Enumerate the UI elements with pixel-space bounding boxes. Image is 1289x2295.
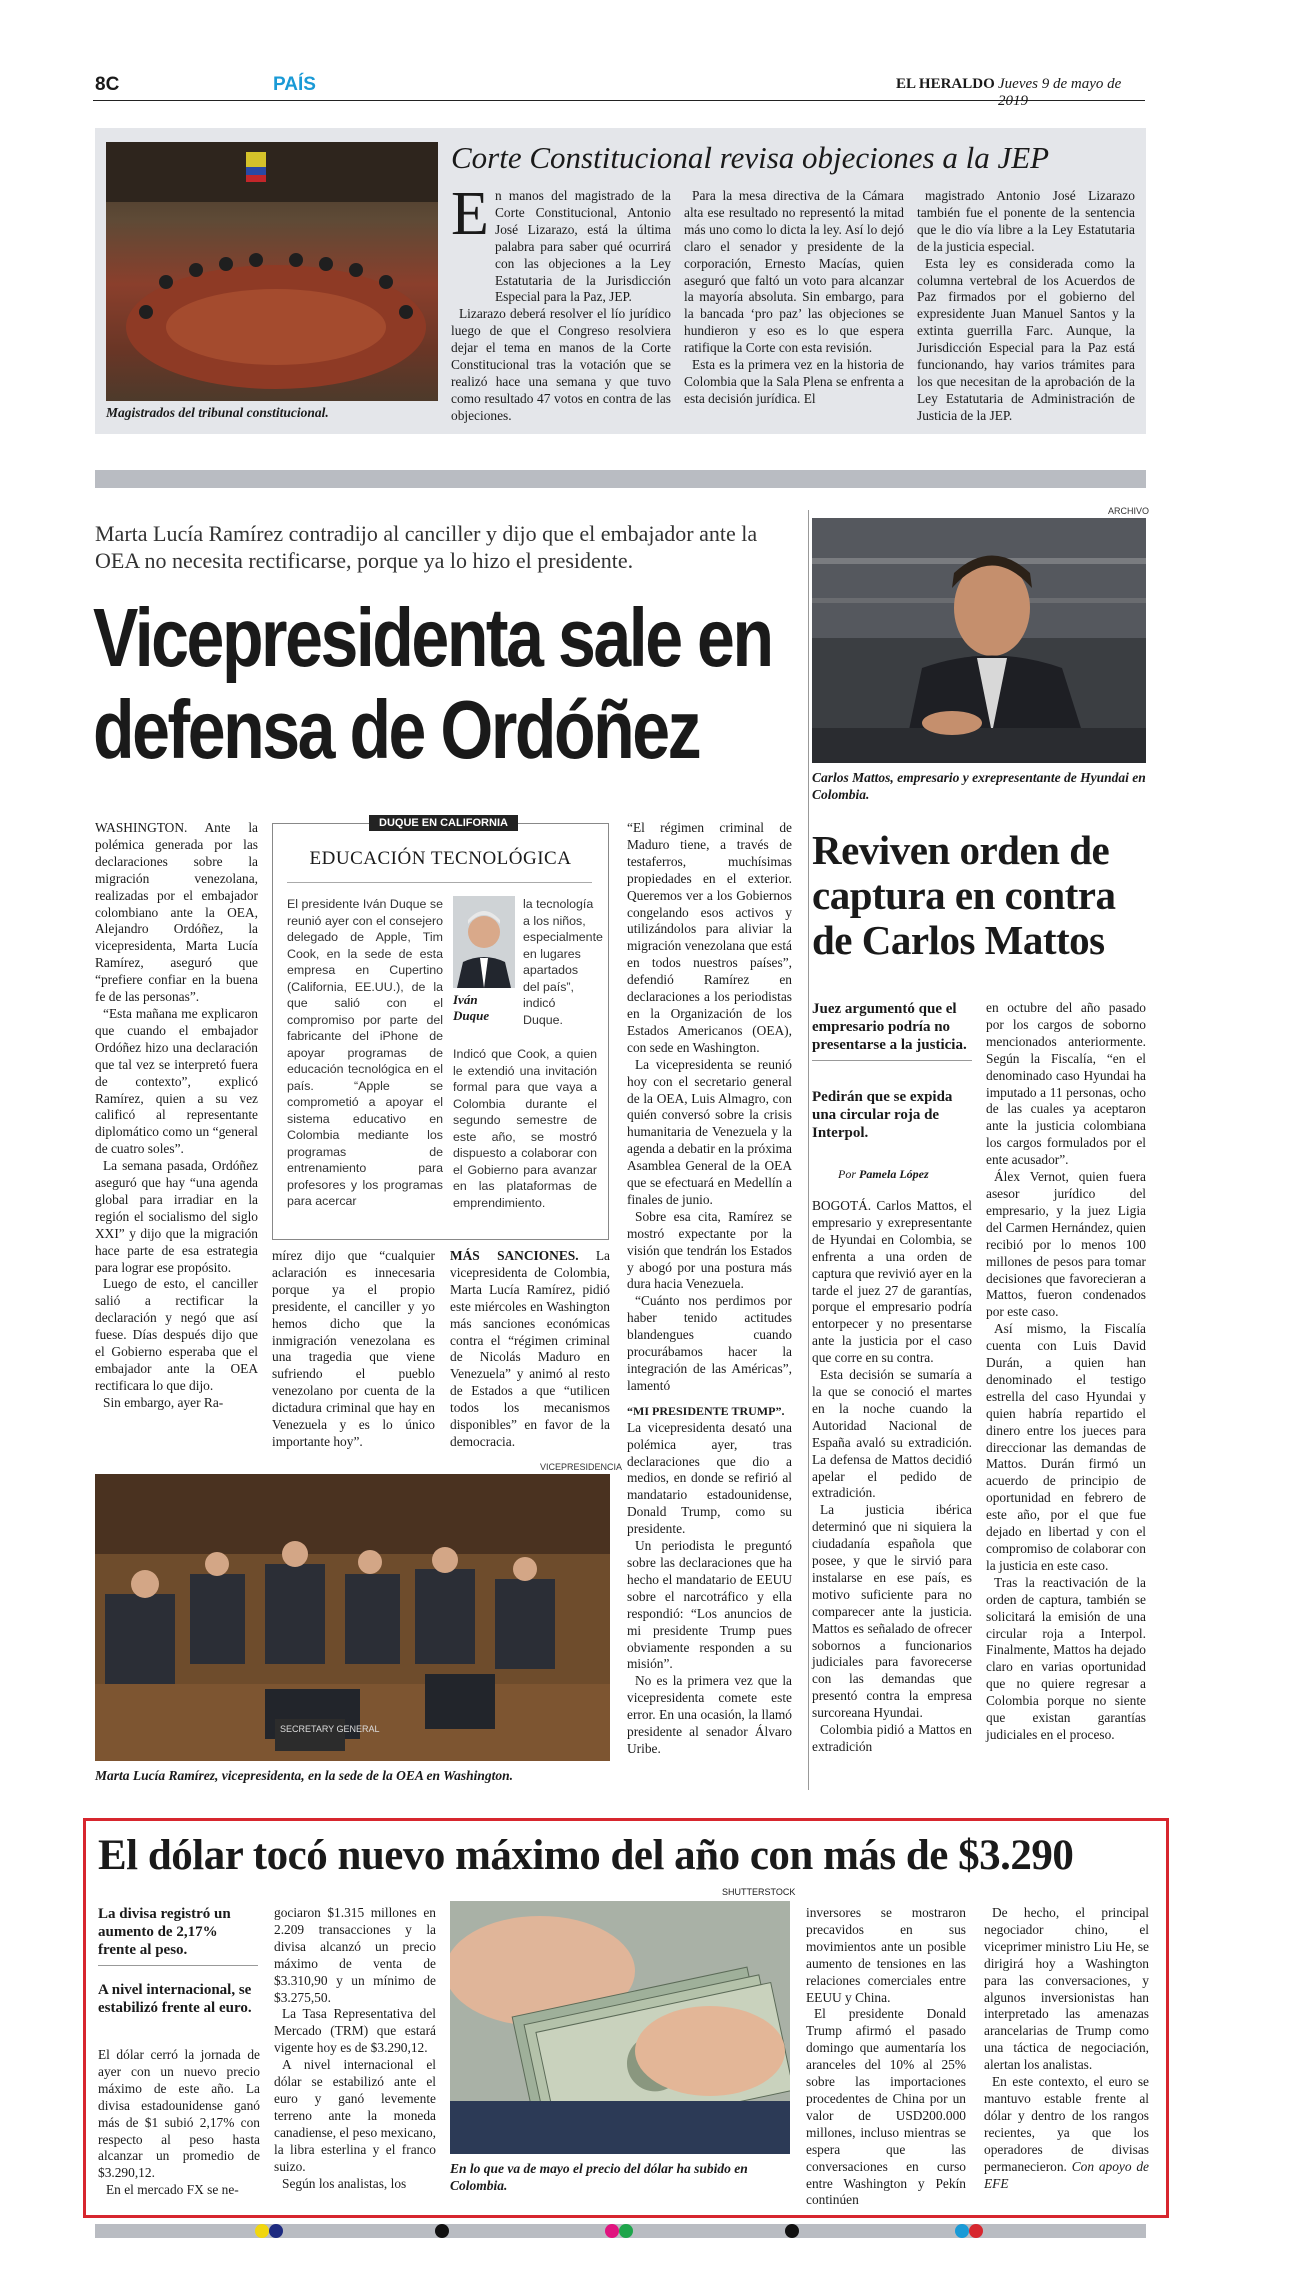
dolar-col3-p1: inversores se mostraron precavidos en sus movimientos ante un posible aumento de tensiones en las relaciones comerciales entre EEUU y China. [806, 1905, 966, 2005]
vice-column-1 [95, 820, 258, 1412]
vice-col3-text: La vicepresidenta de Colombia, Marta Lucía Ramírez, pidió este miércoles en Washington más sanciones económicas contra el “régimen criminal de Nicolás Maduro en Venezuela” y animó al resto de Estados a que “utilicen todos los mecanismos disponibles” en favor de la democracia. [450, 1248, 610, 1449]
dolar-headline: El dólar tocó nuevo máximo del año con más de $3.290 [98, 1832, 1074, 1879]
page-number: 8C [95, 74, 120, 95]
dolar-col2-p2: La Tasa Representativa del Mercado (TRM) que estará vigente hoy es de $3.290,12. [274, 2006, 436, 2056]
jep-photo-caption: Magistrados del tribunal constitucional. [106, 405, 329, 420]
duque-photo [453, 896, 515, 988]
duque-caption-line1: Iván [453, 992, 478, 1007]
vice-col3-p1 [450, 1248, 610, 1451]
vice-col1-p4: Luego de esto, el canciller salió a rectificar la declaración y negó que así fuese. Días después dijo que el Gobierno esperaba que el embajador ante la OEA rectificara lo que dijo. [95, 1276, 258, 1393]
mattos-deck-1: Juez argumentó que el empresario podría no presentarse a la justicia. [812, 1000, 972, 1061]
mattos-headline-line2: captura en contra [812, 872, 1116, 918]
jep-dropcap: E [451, 180, 489, 248]
mattos-col2-p3: Así mismo, la Fiscalía cuenta con Luis David Durán, a quien han denominado el testigo estrella del caso Hyundai y quien habría repartido el dinero entre los jueces para direccionar las demandas de Mattos. Durán firmó un acuerdo de principio de oportunidad en febrero de este año, por el que fue dejado en libertad y con el compromiso de colaborar con la justicia en este caso. [986, 1321, 1146, 1573]
vice-column-3 [450, 1248, 610, 1451]
dolar-col2-p1: gociaron $1.315 millones en 2.209 transacciones y la divisa alcanzó un precio máximo de venta de $3.310,90 y un mínimo de $3.275,50. [274, 1905, 436, 2005]
dolar-photo [450, 1901, 790, 2154]
dolar-col1-p1: El dólar cerró la jornada de ayer con un nuevo precio máximo de este año. La divisa estadounidense ganó más de $1 subió 2,17% con respecto al peso hasta alcanzar un promedio de $3.290,12. [98, 2047, 260, 2181]
duque-text-bottom: Indicó que Cook, a quien le extendió una invitación formal para que vaya a Colombia durante el segundo semestre de este año, se mostró dispuesto a colaborar con el Gobierno para avanzar en las plataformas de emprendimiento. [453, 1047, 597, 1210]
dolar-deck-1: La divisa registró un aumento de 2,17% frente al peso. [98, 1905, 258, 1966]
oea-meeting-image [95, 1474, 610, 1761]
vice-col1-p2: “Esta mañana me explicaron que cuando el embajador Ordóñez hizo una declaración que tal vez se interpretó fuera de contexto”, explicó Ramírez, quien a su vez calificó al representante diplomático como un “general de cuatro soles”. [95, 1005, 258, 1157]
mattos-portrait [812, 518, 1146, 763]
mattos-photo-credit: ARCHIVO [1108, 506, 1150, 516]
vice-column-2 [272, 1248, 435, 1451]
print-registration-bar [95, 2224, 1146, 2238]
dolar-photo-caption: En lo que va de mayo el precio del dólar ha subido en Colombia. [450, 2161, 748, 2193]
duque-box-label: DUQUE EN CALIFORNIA [369, 815, 518, 831]
jep-column-2 [684, 188, 904, 408]
mattos-headline [812, 828, 1116, 963]
duque-box-rule [287, 882, 592, 883]
vice-col4-subhead: “MI PRESIDENTE TRUMP”. [627, 1403, 785, 1418]
dolar-column-4 [984, 1905, 1149, 2192]
money-hands-image [450, 1901, 790, 2154]
registration-dot-black-2 [785, 2224, 799, 2238]
oea-sign-text: SECRETARY GENERAL [280, 1724, 380, 1734]
registration-dot-cyan [955, 2224, 969, 2238]
jep-col2-p2: Esta es la primera vez en la historia de Colombia que la Sala Plena se enfrenta a esta decisión jurídica. El [684, 357, 904, 406]
mattos-col2-p2: Álex Vernot, quien fuera asesor jurídico del empresario, y la juez Ligia del Carmen Hernández, quien recibió por lo menos 100 millones de pesos para tomar decisiones que favorecieran a Mattos, fueron condenados por este caso. [986, 1169, 1146, 1320]
mattos-photo-caption: Carlos Mattos, empresario y exrepresentante de Hyundai en Colombia. [812, 770, 1146, 802]
mattos-deck-2: Pedirán que se expida una circular roja de Interpol. [812, 1089, 953, 1141]
registration-dot-magenta [605, 2224, 619, 2238]
oea-photo-caption: Marta Lucía Ramírez, vicepresidenta, en la sede de la OEA en Washington. [95, 1768, 514, 1783]
vice-column-4 [627, 820, 792, 1758]
registration-dot-black-1 [435, 2224, 449, 2238]
vice-headline-line2: defensa de Ordóñez [93, 683, 700, 776]
vice-col1-p5: Sin embargo, ayer Ra- [103, 1394, 224, 1410]
jep-headline: Corte Constitucional revisa objeciones a la JEP [451, 140, 1050, 175]
jep-col3-p1: magistrado Antonio José Lizarazo también fue el ponente de la sentencia que le dio vía libre a la Ley Estatutaria de la justicia especial. [917, 188, 1135, 254]
jep-photo [106, 142, 438, 401]
dolar-col2-p4: Según los analistas, los [282, 2175, 407, 2191]
mattos-photo [812, 518, 1146, 763]
vice-col1-p3: La semana pasada, Ordóñez aseguró que hay “una agenda global para irradiar en la región el socialismo del siglo XXI” y dijo que la migración hace parte de esa estrategia para lograr ese propósito. [95, 1158, 258, 1275]
mattos-col1-p4: Colombia pidió a Mattos en extradición [812, 1722, 972, 1754]
vice-col4-p4: “Cuánto nos perdimos por haber tenido actitudes blandengues cuando procurábamos hacer la integración de las Américas”, lamentó [627, 1293, 792, 1393]
mattos-col2-p1: en octubre del año pasado por los cargos de soborno mencionados anteriormente. Según la Fiscalía, “en el denominado caso Hyundai ha imputado a 11 personas, ocho de las cuales ya aceptaron ante la justicia colombiana los cargos formulados por el ente acusador”. [986, 1000, 1146, 1168]
vice-headline [93, 591, 772, 776]
registration-dot-red [969, 2224, 983, 2238]
vice-col4-p5: La vicepresidenta desató una polémica ayer, tras declaraciones que dio a medios, en donde se refirió al mandatario estadounidense, Donald Trump, como su presidente. [627, 1419, 792, 1537]
vice-col4-p1: “El régimen criminal de Maduro tiene, a través de testaferros, muchísimas propiedades en el exterior. Queremos ver a los Gobiernos congelando esos activos y utilizándolos para aliviar la migración venezolana que está en todos nuestros países”, defendió Ramírez en declaraciones a los periodistas en la Organización de los Estados Americanos (OEA), con sede en Washington. [627, 820, 792, 1055]
mattos-headline-line1: Reviven orden de [812, 827, 1110, 873]
jep-col1-p2: Lizarazo deberá resolver el lío jurídico luego de que el Congreso resolviera dejar el tema en manos de la Corte Constitucional tras la votación que se realizó hace una semana y que tuvo como resultado 47 votos en contra de las objeciones. [451, 306, 671, 423]
dolar-column-3 [806, 1905, 966, 2209]
vice-col4-p2: La vicepresidenta se reunió hoy con el secretario general de la OEA, Luis Almagro, con quién conversó sobre la crisis humanitaria de Venezuela y la agenda a debatir en la próxima Asamblea General de la OEA que se efectuará en Medellín a finales de junio. [627, 1056, 792, 1207]
mattos-col1-p3: La justicia ibérica determinó que ni siquiera la ciudadanía española que posee, y que le sirvió para instalarse en ese país, es motivo suficiente para no comparecer ante la justicia. Mattos es señalado de ofrecer sobornos a funcionarios judiciales para favorecerse con las demandas que presentó contra la empresa surcoreana Hyundai. [812, 1502, 972, 1721]
vice-col1-p1: WASHINGTON. Ante la polémica generada por las declaraciones sobre la migración venezolana, realizadas por el embajador colombiano ante la OEA, Alejandro Ordóñez, la vicepresidenta, Marta Lucía Ramírez, aseguró que “prefiere confiar en la buena fe de las personas”. [95, 820, 258, 1005]
section-divider [95, 470, 1146, 488]
courtroom-image [106, 142, 438, 401]
dolar-box [83, 1818, 1169, 2218]
page-date: Jueves 9 de mayo de 2019 [998, 76, 1122, 109]
dolar-col4-credit: Con apoyo de EFE [984, 2158, 1149, 2191]
registration-dot-yellow [255, 2224, 269, 2238]
mattos-column-1 [812, 1198, 972, 1756]
mattos-byline [838, 1167, 929, 1182]
mattos-byline-prefix: Por [838, 1167, 856, 1181]
vice-headline-line1: Vicepresidenta sale en [93, 591, 772, 684]
jep-column-3 [917, 188, 1135, 425]
jep-col3-p2: Esta ley es considerada como la columna vertebral de los Acuerdos de Paz firmados por el gobierno del expresidente Juan Manuel Santos y la extinta guerrilla Farc. Aunque, la Jurisdicción Especial para la Paz está funcionando, hay varios trámites para los que necesitan de la aprobación de la Ley Estatutaria de Administración de Justicia de la JEP. [917, 255, 1135, 423]
mattos-col1-p1: BOGOTÁ. Carlos Mattos, el empresario y exrepresentante de Hyundai en Colombia, se enfrenta a una orden de captura que revivió ayer en la tarde el juez 27 de garantías, porque el empresario podría entorpecer y no presentarse ante la justicia por el caso que corre en su contra. [812, 1198, 972, 1366]
dolar-col1-p2: En el mercado FX se ne- [106, 2182, 239, 2198]
oea-photo [95, 1474, 610, 1761]
dolar-column-1 [98, 2047, 260, 2199]
vice-col4-p6: Un periodista le preguntó sobre las declaraciones que ha hecho el mandatario de EEUU sobre el narcotráfico y ella respondió: “Los anuncios de mi presidente Trump pues obviamente responden a su misión”. [627, 1538, 792, 1672]
jep-column-1 [451, 180, 671, 425]
page-header [93, 74, 1145, 109]
vice-kicker: Marta Lucía Ramírez contradijo al canciller y dijo que el embajador ante la OEA no necesita rectificarse, porque ya lo hizo el presidente. [95, 521, 758, 573]
section-label: PAÍS [273, 74, 316, 95]
dolar-col3-p2: El presidente Donald Trump afirmó el pasado domingo que aumentaría los aranceles del 10% al 25% sobre las importaciones procedentes de China por un valor de USD200.000 millones, incluso mientras se espera que las conversaciones en curso entre Washington y Pekín continúen [806, 2006, 966, 2208]
duque-caption-line2: Duque [453, 1008, 490, 1023]
duque-portrait [453, 896, 515, 988]
mattos-byline-name: Pamela López [859, 1167, 929, 1181]
duque-box [272, 817, 609, 1240]
vice-col4-p7: No es la primera vez que la vicepresidenta comete este error. En una ocasión, la llamó presidente al senador Álvaro Uribe. [627, 1673, 792, 1756]
mattos-col2-p4: Tras la reactivación de la orden de captura, también se solicitará la emisión de una circular roja a Interpol. Finalmente, Mattos ha dejado claro en varias oportunidad que no quiere regresar a Colombia porque no siente que existan garantías judiciales en el proceso. [986, 1574, 1146, 1742]
dolar-col4-p1: De hecho, el principal negociador chino, el viceprimer ministro Liu He, se dirigirá hoy a Washington para las conversaciones, y algunos inversionistas han interpretado las amenazas arancelarias de Trump como una táctica de negociación, alertan los analistas. [984, 1905, 1149, 2073]
mattos-col1-p2: Esta decisión se sumaría a la que se conoció el martes en la noche cuando la Autoridad Nacional de España avaló su extradición. La defensa de Mattos decidió apelar el pedido de extradición. [812, 1367, 972, 1501]
duque-box-text-left: El presidente Iván Duque se reunió ayer con el consejero delegado de Apple, Tim Cook, en la sede de esta empresa en Cupertino (California, EE.UU.), de la que salió con el compromiso por parte del fabricante del iPhone de apoyar programas de educación tecnológica en el país. “Apple se comprometió a apoyar el sistema educativo en Colombia mediante los programas de entrenamiento para profesores y los programas para acercar [287, 897, 443, 1208]
jep-col2-p1: Para la mesa directiva de la Cámara alta ese resultado no representó la mitad más uno como lo dicta la ley. Así lo dejó claro el senador y presidente de la corporación, Ernesto Macías, quien aseguró que faltó un voto para alcanzar la mayoría absoluta. Sin embargo, para la bancada ‘pro paz’ las objeciones se hundieron y eso es lo que espera ratifique la Corte con esta revisión. [684, 188, 904, 356]
vice-col2-p1: mírez dijo que “cualquier aclaración es innecesaria porque ya el propio presidente, el canciller y yo hemos dicho que la inmigración venezolana es una tragedia que viene sufriendo el pueblo venezolano por cuenta de la dictadura criminal que hay en Venezuela y es lo único importante hoy”. [272, 1248, 435, 1449]
vice-col4-p3: Sobre esa cita, Ramírez se mostró expectante por la visión que tendrán los Estados y abogó por una postura más dura hacia Venezuela. [627, 1208, 792, 1292]
newspaper-name: EL HERALDO [896, 76, 995, 92]
dolar-column-2 [274, 1905, 436, 2192]
dolar-col4-p2-text: En este contexto, el euro se mantuvo estable frente al dólar y dentro de los rangos recientes, ya que los operadores de divisas permanecieron. [984, 2074, 1149, 2174]
dolar-col2-p3: A nivel internacional el dólar se estabilizó ante el euro y ganó levemente terreno ante la moneda canadiense, el peso mexicano, la libra esterlina y el franco suizo. [274, 2057, 436, 2174]
column-rule [808, 510, 809, 1790]
duque-photo-caption [453, 992, 489, 1024]
duque-text-right: la tecnología a los niños, especialmente en lugares apartados del país”, indicó Duque. [523, 897, 603, 1027]
mattos-headline-line3: de Carlos Mattos [812, 917, 1105, 963]
jep-col1-p1: n manos del magistrado de la Corte Constitucional, Antonio José Lizarazo, está la última palabra para saber qué ocurrirá con las objeciones a la Ley Estatutaria de la Jurisdicción Especial para la Paz, JEP. [495, 188, 671, 305]
registration-dot-blue [269, 2224, 283, 2238]
mattos-column-2 [986, 1000, 1146, 1744]
registration-dot-green [619, 2224, 633, 2238]
oea-photo-credit: VICEPRESIDENCIA [540, 1462, 623, 1472]
dolar-col4-p2 [984, 2074, 1149, 2192]
dolar-deck-2: A nivel internacional, se estabilizó frente al euro. [98, 1982, 252, 2016]
duque-box-title: EDUCACIÓN TECNOLÓGICA [309, 848, 572, 869]
dolar-photo-credit: SHUTTERSTOCK [722, 1887, 796, 1897]
jep-box [95, 128, 1146, 434]
vice-col3-lead: MÁS SANCIONES. [450, 1248, 579, 1263]
